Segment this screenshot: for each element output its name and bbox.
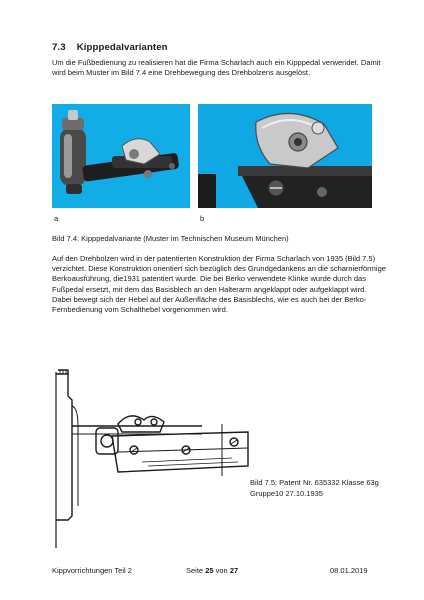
page-mid: von [215,566,228,575]
label-b: b [200,214,205,223]
section-heading [52,42,168,53]
photo-b [198,104,372,208]
section-title: Kipppedalvarianten [76,42,168,53]
body-paragraph: Auf den Drehbolzen wird in der patentierten Konstruktion der Firma Scharlach von 1935 (Bild 7.5) verzichtet. Diese Konstruktion orientiert sich bezüglich des Grundgedankens an die scharnierförmige Berkoausführung, die1931 patentiert wurde. Die bei Berko verwendete Klinke wurde durch das Fußpedal ersetzt, mit dem das Basisblech an den Halterarm angeklappt oder aufgeklappt wird. Dabei bewegt sich der Hebel auf der Außenfläche des Basisblechs, wie es auch bei der Berko-Fernbedienung vom Schalthebel vorgenommen wird. [52,254,386,315]
footer-date: 08.01.2019 [330,566,368,575]
page-current: 25 [205,566,214,575]
page-prefix: Seite [186,566,204,575]
page-total: 27 [229,566,239,575]
figure-7-5-caption: Bild 7.5: Patent Nr. 635332 Klasse 63g Gruppe10 27.10.1935 [250,478,379,498]
section-number: 7.3 [52,42,66,53]
label-a: a [54,214,59,223]
patent-drawing [52,366,258,548]
footer-document-title: Kippvorrichtungen Teil 2 [52,566,132,575]
intro-paragraph: Um die Fußbedienung zu realisieren hat die Firma Scharlach auch ein Kipppedal verwendet. Damit wird beim Muster im Bild 7.4 eine Drehbewegung des Drehbolzens ausgelöst. [52,58,381,78]
footer-page-number [186,566,238,575]
photo-a [52,104,190,208]
figure-7-4-caption: Bild 7.4: Kipppedalvariante (Muster im Technischen Museum München) [52,234,289,243]
